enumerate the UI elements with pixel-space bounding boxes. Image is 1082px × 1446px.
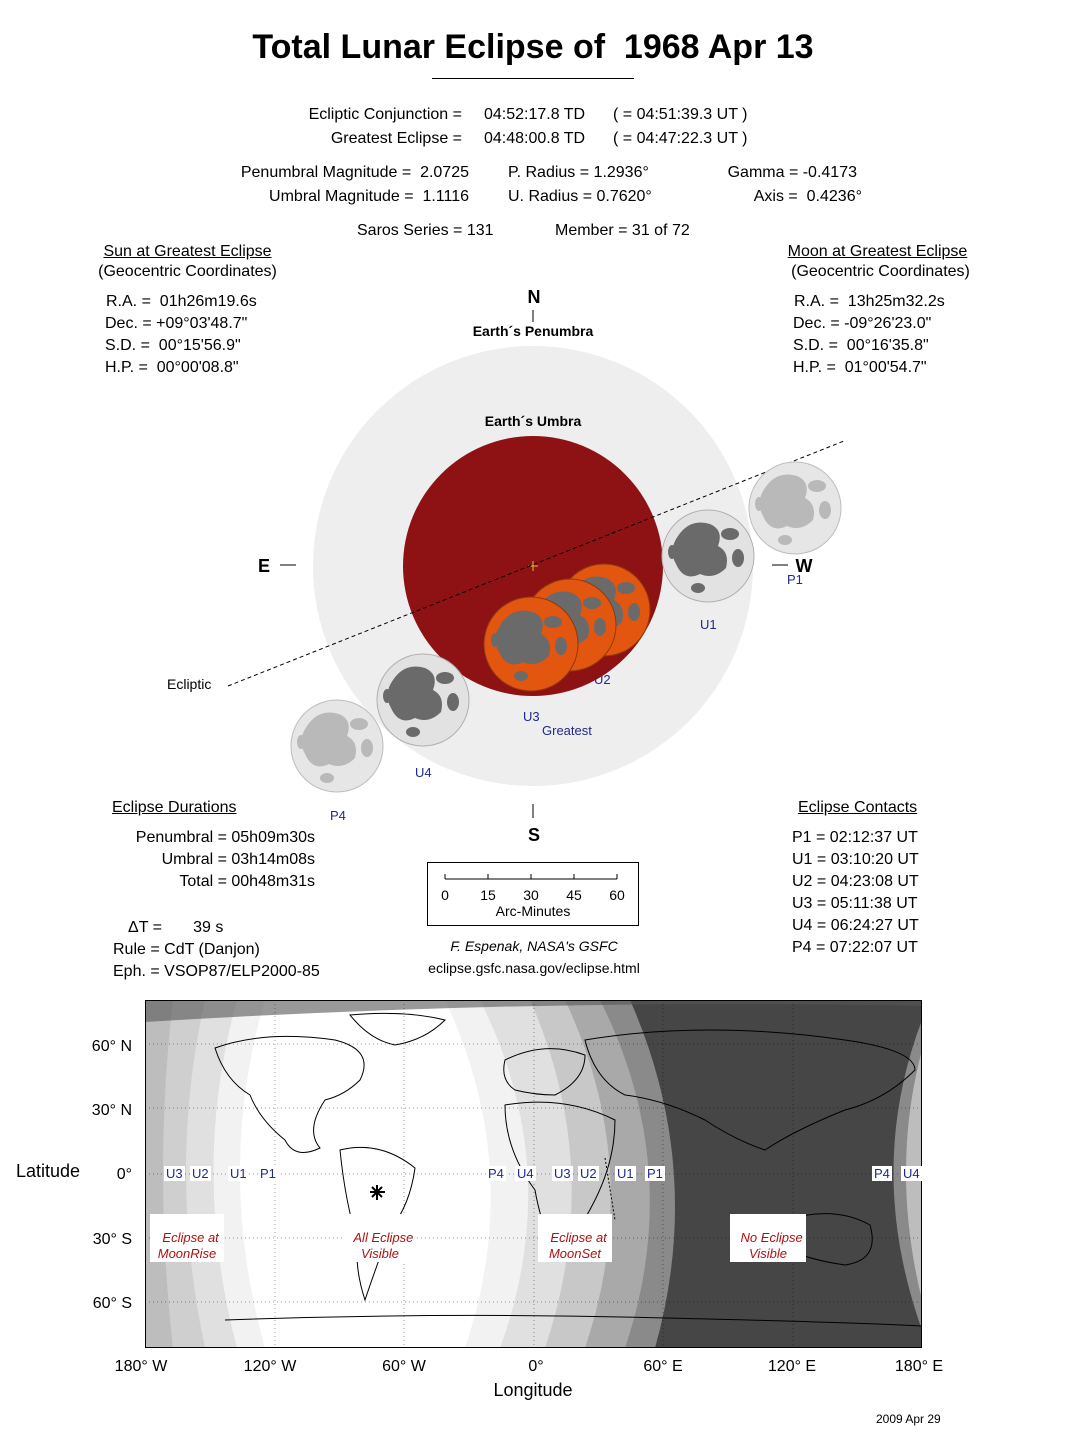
- region-moonset-line1: Eclipse at: [550, 1230, 607, 1245]
- region-moonrise-line2: MoonRise: [157, 1246, 217, 1261]
- scale-tick: 30: [523, 887, 539, 903]
- umbra-radius: U. Radius = 0.7620°: [508, 188, 652, 205]
- map-contact-u1-left: U1: [230, 1166, 247, 1181]
- lat-label-0: 0°: [116, 1166, 132, 1183]
- moon-u1: [662, 510, 754, 602]
- contact-p4: P4 = 07:22:07 UT: [792, 939, 918, 956]
- north-label: N: [527, 287, 541, 307]
- scale-tick: 15: [480, 887, 496, 903]
- map-contact-p4-right: P4: [874, 1166, 890, 1181]
- region-moonrise-line1: Eclipse at: [162, 1230, 219, 1245]
- scale-tick: 60: [609, 887, 625, 903]
- lat-label-60s: 60° S: [92, 1295, 132, 1312]
- region-none-line1: No Eclipse: [740, 1230, 803, 1245]
- map-contact-u1: U1: [617, 1166, 634, 1181]
- delta-t: ΔT = 39 s: [128, 919, 224, 936]
- moon-subtitle: (Geocentric Coordinates): [791, 263, 970, 280]
- duration-total: Total = 00h48m31s: [179, 873, 315, 890]
- moon-ra: R.A. = 13h25m32.2s: [794, 293, 945, 310]
- lat-label-30n: 30° N: [91, 1102, 132, 1119]
- longitude-title: Longitude: [493, 1380, 573, 1400]
- contact-u4: U4 = 06:24:27 UT: [792, 917, 919, 934]
- lon-label-120w: 120° W: [243, 1358, 297, 1375]
- ecliptic-label: Ecliptic: [167, 676, 212, 692]
- east-label: E: [257, 556, 271, 576]
- moon-title: Moon at Greatest Eclipse: [787, 243, 968, 260]
- map-contact-u3-left: U3: [166, 1166, 183, 1181]
- contact-p4-label: P4: [330, 808, 346, 823]
- penumbra-label: Earth´s Penumbra: [472, 323, 594, 339]
- map-contact-p1: P1: [647, 1166, 663, 1181]
- contact-u2-label: U2: [594, 672, 611, 687]
- region-all-visible: [343, 1214, 417, 1262]
- axis-value: Axis = 0.4236°: [753, 188, 862, 205]
- scale-label: Arc-Minutes: [495, 903, 571, 919]
- map-contact-u4: U4: [517, 1166, 534, 1181]
- sun-dec: Dec. = +09°03'48.7": [105, 315, 248, 332]
- lon-label-0: 0°: [528, 1358, 544, 1375]
- contact-u2: U2 = 04:23:08 UT: [792, 873, 919, 890]
- sun-subtitle: (Geocentric Coordinates): [98, 263, 277, 280]
- moon-greatest: [484, 597, 578, 691]
- map-contact-p4: P4: [488, 1166, 504, 1181]
- umbra-label: Earth´s Umbra: [484, 413, 582, 429]
- eclipse-diagram: [0, 280, 1082, 850]
- region-moonset: [538, 1214, 612, 1262]
- map-contact-p1-left: P1: [260, 1166, 276, 1181]
- sun-title: Sun at Greatest Eclipse: [103, 243, 272, 260]
- contact-u1: U1 = 03:10:20 UT: [792, 851, 919, 868]
- gamma-value: Gamma = -0.4173: [727, 164, 857, 181]
- region-moonset-line2: MoonSet: [548, 1246, 602, 1261]
- sun-hp: H.P. = 00°00'08.8": [105, 359, 239, 376]
- duration-umbral: Umbral = 03h14m08s: [161, 851, 315, 868]
- scale-tick: 0: [441, 887, 449, 903]
- greatest-eclipse-ut: ( = 04:47:22.3 UT ): [613, 130, 748, 147]
- lon-label-120e: 120° E: [767, 1358, 817, 1375]
- sun-ra: R.A. = 01h26m19.6s: [106, 293, 257, 310]
- conjunction-ut: ( = 04:51:39.3 UT ): [613, 106, 748, 123]
- contact-u3: U3 = 05:11:38 UT: [792, 895, 918, 912]
- lon-label-180w: 180° W: [114, 1358, 168, 1375]
- south-label: S: [527, 825, 541, 845]
- saros-series: Saros Series = 131: [357, 222, 494, 239]
- page-title: Total Lunar Eclipse of 1968 Apr 13: [252, 28, 814, 66]
- region-moonrise: [150, 1214, 224, 1262]
- region-none-visible: [730, 1214, 806, 1262]
- scale-bar: [427, 862, 639, 926]
- moon-dec: Dec. = -09°26'23.0": [793, 315, 932, 332]
- credit-author: F. Espenak, NASA's GSFC: [450, 938, 618, 954]
- map-contact-u3: U3: [554, 1166, 571, 1181]
- umbral-magnitude: Umbral Magnitude = 1.1116: [269, 188, 469, 205]
- danjon-rule: Rule = CdT (Danjon): [113, 941, 260, 958]
- greatest-eclipse-td: 04:48:00.8 TD: [484, 130, 586, 147]
- west-label: W: [795, 556, 813, 576]
- moon-hp: H.P. = 01°00'54.7": [793, 359, 927, 376]
- moon-p4: [291, 700, 383, 792]
- lat-label-60n: 60° N: [91, 1038, 132, 1055]
- map-contact-u2-left: U2: [192, 1166, 209, 1181]
- saros-member: Member = 31 of 72: [555, 222, 690, 239]
- scale-tick: 45: [566, 887, 582, 903]
- penumbra-radius: P. Radius = 1.2936°: [508, 164, 649, 181]
- region-all-line1: All Eclipse: [353, 1230, 414, 1245]
- ephemeris: Eph. = VSOP87/ELP2000-85: [113, 963, 320, 980]
- moon-u4: [377, 654, 469, 746]
- contact-p1-label: P1: [787, 572, 803, 587]
- moon-sd: S.D. = 00°16'35.8": [793, 337, 929, 354]
- contact-u1-label: U1: [700, 617, 717, 632]
- greatest-eclipse-label: Greatest Eclipse =: [330, 130, 462, 147]
- lat-label-30s: 30° S: [92, 1231, 132, 1248]
- penumbral-magnitude: Penumbral Magnitude = 2.0725: [240, 164, 469, 181]
- sun-sd: S.D. = 00°15'56.9": [105, 337, 241, 354]
- contacts-title: Eclipse Contacts: [798, 799, 918, 816]
- moon-p1: [749, 462, 841, 554]
- lon-label-60e: 60° E: [643, 1358, 683, 1375]
- map-contact-u2: U2: [580, 1166, 597, 1181]
- region-none-line2: Visible: [748, 1246, 788, 1261]
- conjunction-td: 04:52:17.8 TD: [484, 106, 586, 123]
- contact-p1: P1 = 02:12:37 UT: [792, 829, 918, 846]
- greatest-label: Greatest: [542, 723, 592, 738]
- latitude-title: Latitude: [16, 1161, 81, 1181]
- duration-penumbral: Penumbral = 05h09m30s: [135, 829, 315, 846]
- conjunction-label: Ecliptic Conjunction =: [308, 106, 462, 123]
- contact-u3-label: U3: [523, 709, 540, 724]
- region-all-line2: Visible: [360, 1246, 400, 1261]
- title-rule: [432, 78, 634, 79]
- durations-title: Eclipse Durations: [112, 799, 237, 816]
- contact-u4-label: U4: [415, 765, 432, 780]
- credit-url: eclipse.gsfc.nasa.gov/eclipse.html: [428, 960, 640, 976]
- date-stamp: 2009 Apr 29: [876, 1412, 941, 1426]
- lon-label-180e: 180° E: [894, 1358, 944, 1375]
- lon-label-60w: 60° W: [382, 1358, 426, 1375]
- map-contact-u4-right: U4: [903, 1166, 920, 1181]
